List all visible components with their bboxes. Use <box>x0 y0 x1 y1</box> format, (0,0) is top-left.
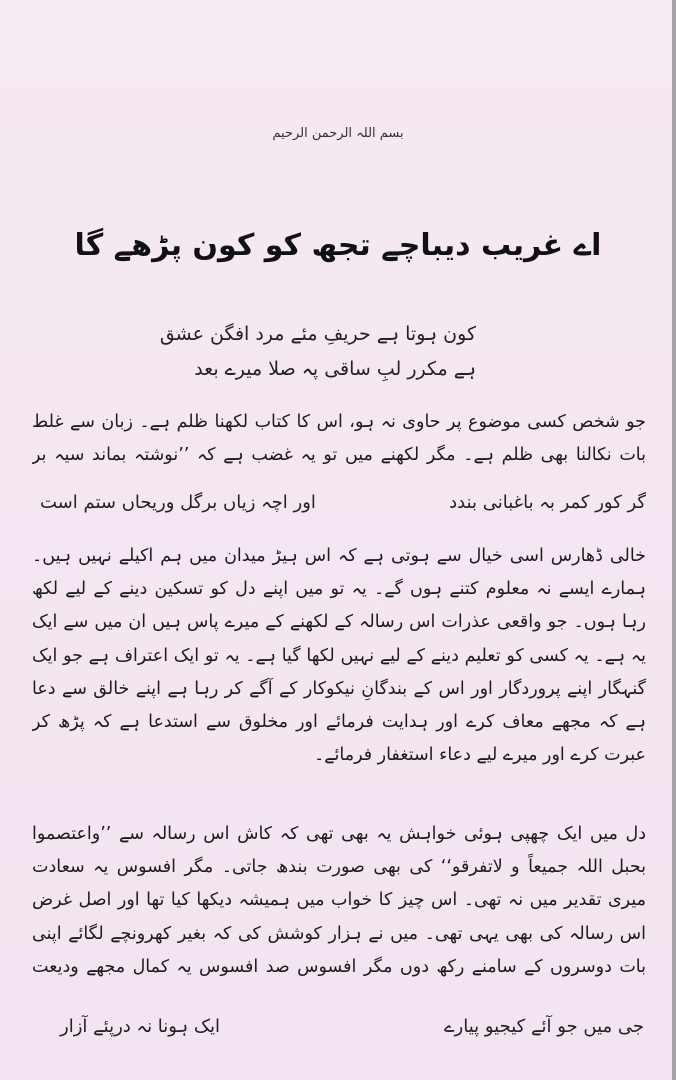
couplet-2-left: اور اچہ زیاں برگل وریحاں ستم است <box>40 492 316 513</box>
bismillah-heading: بسم اللہ الرحمن الرحیم <box>272 126 404 141</box>
couplet-2-right: گر کور کمر بہ باغبانی بندد <box>449 492 646 513</box>
couplet-3-left: ایک ہونا نہ درپئے آزار <box>60 1016 220 1037</box>
paragraph-1: جو شخص کسی موضوع پر حاوی نہ ہو، اس کا کتاب لکھنا ظلم ہے۔ زبان سے غلط بات نکالنا بھی ظلم ہے۔ مگر لکھنے میں تو یہ غضب ہے کہ ’’نوشتہ بماند سیہ بر <box>32 412 646 466</box>
page-edge <box>672 0 676 1080</box>
paragraph-2: خالی ڈھارس اسی خیال سے ہوتی ہے کہ اس ہیڑ میدان میں ہم اکیلے نہیں ہیں۔ ہمارے ایسے نہ معلوم کتنے ہوں گے۔ یہ تو میں اپنے دل کو تسکین دینے کے لیے لکھ رہا ہوں۔ جو واقعی عذرات اس رسالہ کے لکھنے کے میرے پاس ہیں ان میں سے ایک یہ ہے۔ یہ کسی کو تعلیم دینے کے لیے نہیں لکھا گیا ہے۔ یہ تو ایک اعتراف ہے جو ایک گنہگار اپنے پروردگار اور اس کے بندگانِ نیکوکار کے آگے کر رہا ہے اپنے خالق سے دعا ہے کہ مجھے معاف کرے اور ہدایت فرمائے اور مخلوق سے استدعا ہے کہ پڑھ کر عبرت کرے اور میرے لیے دعاء استغفار فرمائے۔ <box>32 546 646 766</box>
couplet-3-right: جی میں جو آئے کیجیو پیارے <box>443 1016 644 1037</box>
couplet-1-line-1: کون ہوتا ہے حریفِ مئے مرد افگن عشق <box>159 323 476 345</box>
couplet-1-line-2: ہے مکرر لبِ ساقی پہ صلا میرے بعد <box>194 358 476 380</box>
paragraph-3: دل میں ایک چھپی ہوئی خواہش یہ بھی تھی کہ کاش اس رسالہ سے ’’واعتصموا بحبل اللہ جمیعاً و لاتفرقو‘‘ کی بھی صورت بندھ جاتی۔ مگر افسوس یہ سعادت میری تقدیر میں نہ تھی۔ اس چیز کا خواب میں ہمیشہ دیکھا کیا تھا اور اصل غرض اس رسالہ کی بھی یہی تھی۔ میں نے ہزار کوشش کی کہ بغیر کھرونچے لگائے اپنی بات دوسروں کے سامنے رکھ دوں مگر افسوس صد افسوس یہ کمال مجھے ودیعت <box>32 824 646 977</box>
page-title: اے غریب دیباچے تجھ کو کون پڑھے گا <box>74 228 602 263</box>
